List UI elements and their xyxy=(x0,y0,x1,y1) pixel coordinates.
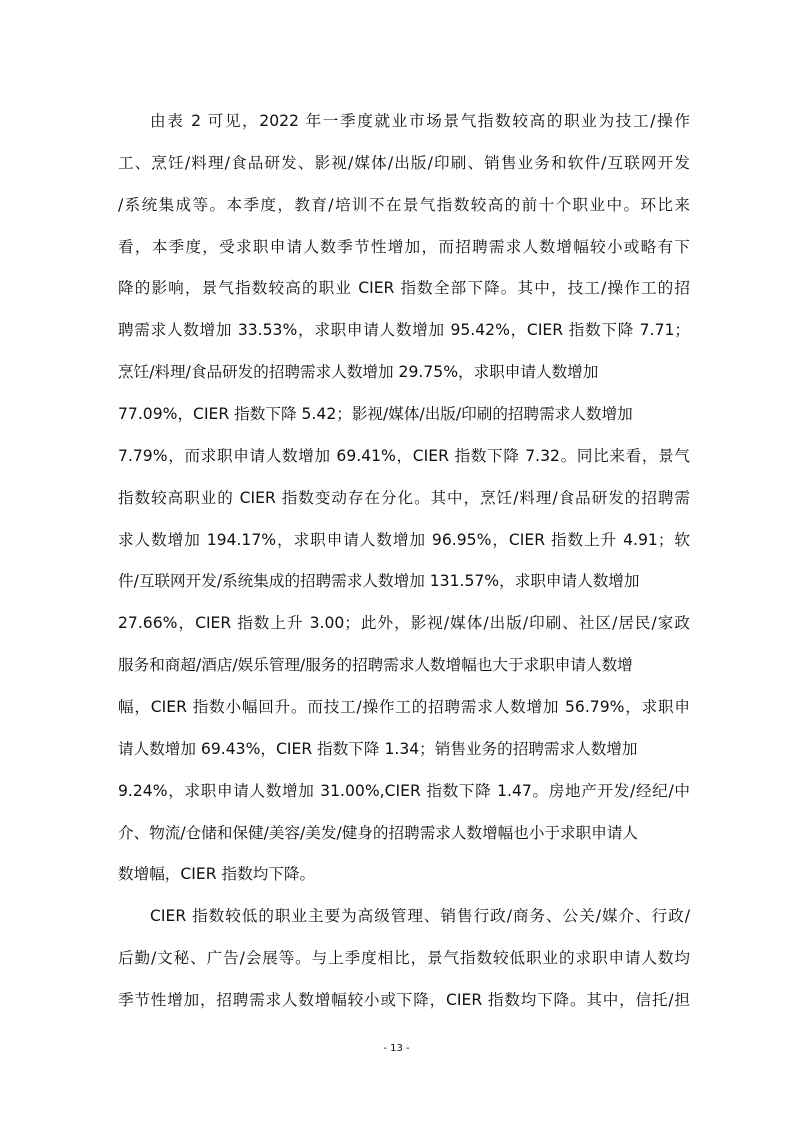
text-line: 件/互联网开发/系统集成的招聘需求人数增加 131.57%，求职申请人数增加 xyxy=(118,572,640,591)
text-line: 指数较高职业的 CIER 指数变动存在分化。其中，烹饪/料理/食品研发的招聘需 xyxy=(118,488,690,507)
text-line: 请人数增加 69.43%，CIER 指数下降 1.34；销售业务的招聘需求人数增加 xyxy=(118,739,638,758)
text-line: 烹饪/料理/食品研发的招聘需求人数增加 29.75%，求职申请人数增加 xyxy=(118,363,599,382)
text-line: 77.09%，CIER 指数下降 5.42；影视/媒体/出版/印刷的招聘需求人数增加 xyxy=(118,405,633,424)
text-line: 由表 2 可见，2022 年一季度就业市场景气指数较高的职业为技工/操作 xyxy=(150,112,690,130)
text-line: 看，本季度，受求职申请人数季节性增加，而招聘需求人数增幅较小或略有下 xyxy=(118,237,690,256)
text-line: 服务和商超/酒店/娱乐管理/服务的招聘需求人数增幅也大于求职申请人数增 xyxy=(118,656,633,675)
paragraph-2 xyxy=(118,902,690,1028)
text-line: 降的影响，景气指数较高的职业 CIER 指数全部下降。其中，技工/操作工的招 xyxy=(118,279,690,298)
paragraph-1 xyxy=(118,107,690,902)
text-line: 季节性增加，招聘需求人数增幅较小或下降，CIER 指数均下降。其中，信托/担 xyxy=(118,991,690,1010)
text-line: 求人数增加 194.17%，求职申请人数增加 96.95%，CIER 指数上升 4.91；软 xyxy=(118,530,690,549)
text-line: 工、烹饪/料理/食品研发、影视/媒体/出版/印刷、销售业务和软件/互联网开发 xyxy=(118,153,690,172)
text-line: 幅，CIER 指数小幅回升。而技工/操作工的招聘需求人数增加 56.79%，求职申 xyxy=(118,698,690,717)
text-line: 7.79%，而求职申请人数增加 69.41%，CIER 指数下降 7.32。同比来看，景气 xyxy=(118,446,690,465)
text-line: 数增幅，CIER 指数均下降。 xyxy=(118,865,316,884)
text-line: 9.24%，求职申请人数增加 31.00%,CIER 指数下降 1.47。房地产开发/经纪/中 xyxy=(118,781,690,800)
text-line: 后勤/文秘、广告/会展等。与上季度相比，景气指数较低职业的求职申请人数均 xyxy=(118,949,690,968)
text-line: /系统集成等。本季度，教育/培训不在景气指数较高的前十个职业中。环比来 xyxy=(118,195,690,214)
page-number: - 13 - xyxy=(383,1043,410,1054)
document-body xyxy=(118,107,690,1028)
text-line: 27.66%，CIER 指数上升 3.00；此外，影视/媒体/出版/印刷、社区/居民/家政 xyxy=(118,614,690,633)
text-line: 介、物流/仓储和保健/美容/美发/健身的招聘需求人数增幅也小于求职申请人 xyxy=(118,823,639,842)
text-line: CIER 指数较低的职业主要为高级管理、销售行政/商务、公关/媒介、行政/ xyxy=(150,907,690,926)
text-line: 聘需求人数增加 33.53%，求职申请人数增加 95.42%，CIER 指数下降 7.71； xyxy=(118,321,690,340)
